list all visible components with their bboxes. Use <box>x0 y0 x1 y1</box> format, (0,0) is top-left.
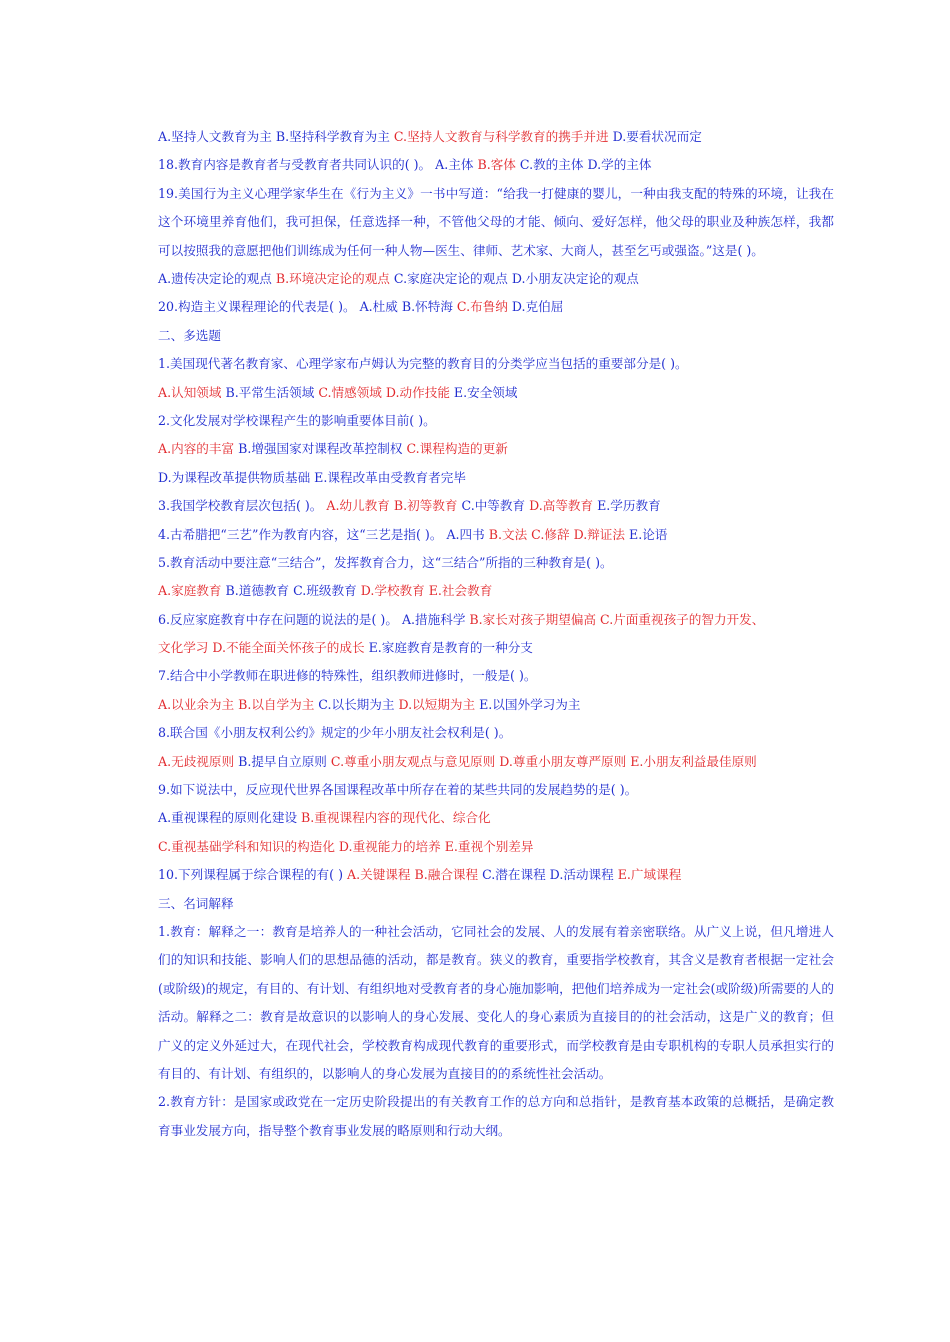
question-text: A.遗传决定论的观点 <box>158 271 276 286</box>
question-text: 5.教育活动中要注意“三结合”，发挥教育合力，这“三结合”所指的三种教育是( )。 <box>158 554 613 570</box>
document-page <box>158 123 834 1145</box>
question-text: C.教的主体 D.学的主体 <box>515 157 652 173</box>
line-m5-options <box>158 577 834 605</box>
answer-text: A.以业余为主 B.以自学为主 <box>158 696 315 712</box>
question-text: B.提早自立原则 <box>234 753 331 769</box>
line-m9 <box>158 776 834 804</box>
answer-text: A.幼儿教育 B.初等教育 <box>326 498 458 514</box>
line-m4 <box>158 521 834 549</box>
answer-text: B.文法 C.修辞 D.辩证法 <box>488 526 625 542</box>
term-definitions <box>158 918 834 1145</box>
question-text: 9.如下说法中，反应现代世界各国课程改革中所存在着的某些共同的发展趋势的是( )。 <box>158 782 638 798</box>
line-q19-options <box>158 265 834 293</box>
question-text: C.以长期为主 <box>314 696 399 712</box>
question-text: C.潜在课程 D.活动课程 <box>478 867 618 883</box>
question-text: 20.构造主义课程理论的代表是( )。 A.杜威 B.怀特海 <box>158 299 457 315</box>
answer-text: D.高等教育 <box>529 498 594 514</box>
line-m1 <box>158 350 834 378</box>
line-m2 <box>158 407 834 435</box>
question-text: A.重视课程的原则化建设 <box>158 810 302 826</box>
answer-text: E.广域课程 <box>617 867 682 883</box>
answer-text: C.情感领域 D.动作技能 <box>318 384 450 400</box>
question-text: B.平常生活领域 <box>221 384 319 400</box>
question-text: 7.结合中小学教师在职进修的特殊性，组织教师进修时，一般是( )。 <box>158 668 537 684</box>
question-block-single-choice <box>158 123 834 180</box>
line-m5 <box>158 549 834 577</box>
answer-text: 文化学习 D.不能全面关怀孩子的成长 <box>158 640 365 656</box>
line-m6-2 <box>158 634 834 662</box>
answer-text: D.以短期为主 <box>398 696 476 712</box>
question-text: 三、名词解释 <box>158 895 234 911</box>
answer-text: C.坚持人文教育与科学教育的携手并进 <box>393 129 609 144</box>
question-text: 6.反应家庭教育中存在问题的说法的是( )。 A.措施科学 <box>158 611 470 627</box>
question-text: E.学历教育 <box>593 498 661 514</box>
question-19: 19.美国行为主义心理学家华生在《行为主义》一书中写道：“给我一打健康的婴儿，一种由我支配的特殊的环境，让我在这个环境里养育他们，我可担保，任意选择一种，不管他父母的才能、倾向、爱好怎样，他父母的职业及种族怎样，我都可以按照我的意愿把他们训练成为任何一种人物—医生、律师、艺术家、大商人，甚至乞丐或强盗。”这是( )。 <box>158 185 834 258</box>
line-m7-options <box>158 691 834 719</box>
question-text: 8.联合国《小朋友权利公约》规定的少年小朋友社会权利是( )。 <box>158 725 512 741</box>
line-m9-options-2 <box>158 833 834 861</box>
question-text: C.家庭决定论的观点 D.小朋友决定论的观点 <box>389 271 639 286</box>
line-m6-1 <box>158 606 834 634</box>
line-q18 <box>158 151 834 179</box>
line-m2-options-2 <box>158 464 834 492</box>
question-text: E.以国外学习为主 <box>475 696 581 712</box>
answer-text: B.客体 <box>477 157 516 173</box>
question-text: 二、多选题 <box>158 327 221 343</box>
line-m8 <box>158 719 834 747</box>
question-block-multiple-choice <box>158 265 834 918</box>
question-text: E.家庭教育是教育的一种分支 <box>364 640 533 656</box>
answer-text: B.环境决定论的观点 <box>275 271 390 286</box>
question-text: B.道德教育 C.班级教育 <box>221 583 361 599</box>
question-text: E.安全领域 <box>449 384 518 400</box>
question-text: 1.美国现代著名教育家、心理学家布卢姆认为完整的教育目的分类学应当包括的重要部分是( )。 <box>158 356 688 372</box>
answer-text: C.尊重小朋友观点与意见原则 D.尊重小朋友尊严原则 E.小朋友利益最佳原则 <box>330 753 757 769</box>
line-m1-options <box>158 379 834 407</box>
line-q17-options <box>158 123 834 151</box>
answer-text: C.重视基础学科和知识的构造化 D.重视能力的培养 E.重视个别差异 <box>158 838 534 854</box>
question-text: D.克伯屈 <box>507 299 564 315</box>
answer-text: A.家庭教育 <box>158 583 222 599</box>
line-m2-options-1 <box>158 435 834 463</box>
question-text: E.论语 <box>625 526 668 542</box>
line-m3 <box>158 492 834 520</box>
answer-text: A.无歧视原则 <box>158 753 235 769</box>
answer-text: A.认知领域 <box>158 384 222 400</box>
question-text: D.为课程改革提供物质基础 E.课程改革由受教育者完毕 <box>158 469 466 485</box>
answer-text: C.布鲁纳 <box>456 299 508 315</box>
answer-text: D.学校教育 E.社会教育 <box>360 583 493 599</box>
line-m9-options-1 <box>158 804 834 832</box>
question-text: 4.古希腊把“三艺”作为教育内容，这“三艺是指( )。 A.四书 <box>158 526 489 542</box>
question-text: 10.下列课程属于综合课程的有( ) <box>158 867 347 883</box>
question-text: 18.教育内容是教育者与受教育者共同认识的( )。 A.主体 <box>158 157 478 173</box>
term-education: 1.教育：解释之一：教育是培养人的一种社会活动，它同社会的发展、人的发展有着亲密联络。从广义上说，但凡增进人们的知识和技能、影响人们的思想品德的活动，都是教育。狭义的教育，重要指学校教育，其含义是教育者根据一定社会(或阶级)的规定，有目的、有计划、有组织地对受教育者的身心施加影响，把他们培养成为一定社会(或阶级)所需要的人的活动。解释之二：教育是故意识的以影响人的身心发展、变化人的身心素质为直接目的的社会活动，这是广义的教育；但广义的定义外延过大，在现代社会，学校教育构成现代教育的重要形式，而学校教育是由专职机构的专职人员承担实行的有目的、有计划、有组织的，以影响人的身心发展为直接目的的系统性社会活动。 <box>158 923 834 1082</box>
question-text: B.增强国家对课程改革控制权 <box>234 441 407 457</box>
answer-text: A.关键课程 B.融合课程 <box>347 867 479 883</box>
line-q20 <box>158 293 834 321</box>
question-text: 2.文化发展对学校课程产生的影响重要体目前( )。 <box>158 412 436 428</box>
line-sec2-heading <box>158 322 834 350</box>
term-policy: 2.教育方针：是国家或政党在一定历史阶段提出的有关教育工作的总方向和总指针，是教育基本政策的总概括，是确定教育事业发展方向，指导整个教育事业发展的略原则和行动大纲。 <box>158 1094 834 1138</box>
line-m8-options <box>158 748 834 776</box>
answer-text: C.课程构造的更新 <box>406 441 508 457</box>
question-text: A.坚持人文教育为主 B.坚持科学教育为主 <box>158 129 394 144</box>
answer-text: B.家长对孩子期望偏高 C.片面重视孩子的智力开发、 <box>469 611 765 627</box>
line-m10 <box>158 861 834 889</box>
line-m7 <box>158 662 834 690</box>
line-sec3-heading <box>158 890 834 918</box>
answer-text: B.重视课程内容的现代化、综合化 <box>301 810 491 826</box>
answer-text: A.内容的丰富 <box>158 441 235 457</box>
question-text: D.要看状况而定 <box>608 129 702 144</box>
question-text: C.中等教育 <box>457 498 530 514</box>
question-text: 3.我国学校教育层次包括( )。 <box>158 498 327 514</box>
